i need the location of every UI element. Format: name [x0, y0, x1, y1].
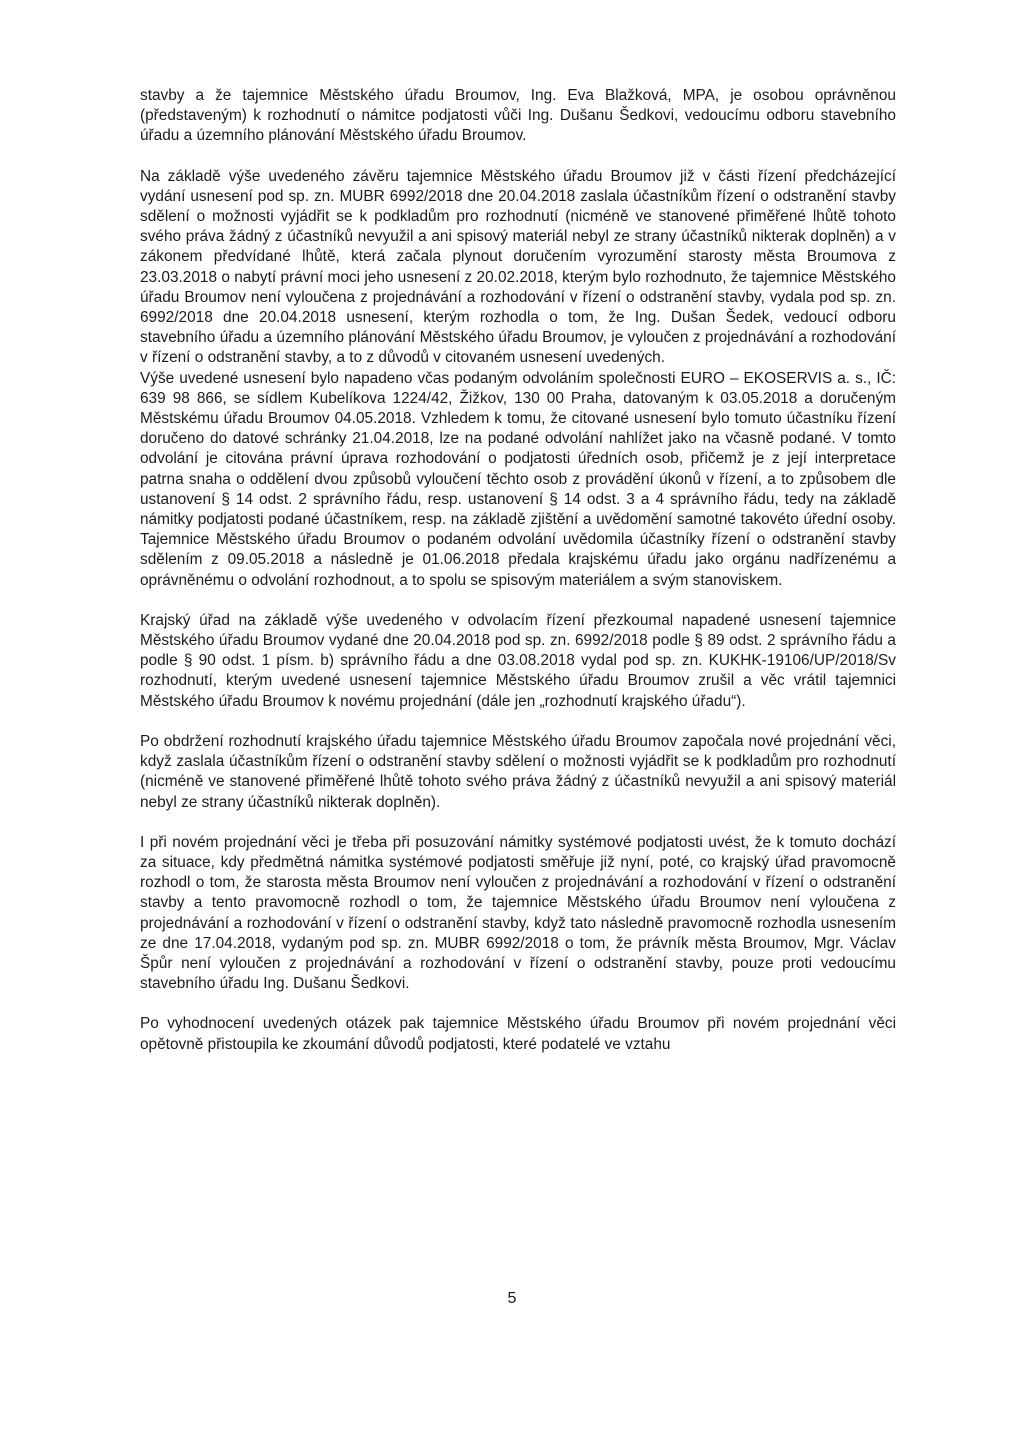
paragraph-3: Výše uvedené usnesení bylo napadeno včas podaným odvoláním společnosti EURO – EKOSERVIS a. s., IČ: 639 98 866, se sídlem Kubelíkova 1224/42, Žižkov, 130 00 Praha, datovaným k 03.05.2018 a doručeným Městskému úřadu Broumov 04.05.2018. Vzhledem k tomu, že citované usnesení bylo tomuto účastníku řízení doručeno do datové schránky 21.04.2018, lze na podané odvolání nahlížet jako na včasně podané. V tomto odvolání je citována právní úprava rozhodování o podjatosti úředních osob, přičemž je z její interpretace patrna snaha o oddělení dvou způsobů vyloučení těchto osob z provádění úkonů v řízení, a to způsobem dle ustanovení § 14 odst. 2 správního řádu, resp. ustanovení § 14 odst. 3 a 4 správního řádu, tedy na základě námitky podjatosti podané účastníkem, resp. na základě zjištění a uvědomění samotné takovéto úřední osoby. Tajemnice Městského úřadu Broumov o podaném odvolání uvědomila účastníky řízení o odstranění stavby sdělením z 09.05.2018 a následně je 01.06.2018 předala krajskému úřadu jako orgánu nadřízenému a oprávněnému o odvolání rozhodnout, a to spolu se spisovým materiálem a svým stanoviskem.: [140, 369, 896, 589]
paragraph-5: Po obdržení rozhodnutí krajského úřadu tajemnice Městského úřadu Broumov započala nové projednání věci, když zaslala účastníkům řízení o odstranění stavby sdělení o možnosti vyjádřit se k podkladům pro rozhodnutí (nicméně ve stanovené přiměřené lhůtě tohoto svého práva žádný z účastníků nevyužil a ani spisový materiál nebyl ze strany účastníků nikterak doplněn).: [140, 732, 896, 811]
paragraph-7: Po vyhodnocení uvedených otázek pak tajemnice Městského úřadu Broumov při novém projednání věci opětovně přistoupila ke zkoumání důvodů podjatosti, které podatelé ve vztahu: [140, 1015, 896, 1053]
page-number: 5: [507, 1290, 517, 1307]
paragraph-1: stavby a že tajemnice Městského úřadu Broumov, Ing. Eva Blažková, MPA, je osobou oprávněnou (představeným) k rozhodnutí o námitce podjatosti vůči Ing. Dušanu Šedkovi, vedoucímu odboru stavebního úřadu a územního plánování Městského úřadu Broumov.: [140, 87, 896, 145]
document-body: [140, 86, 896, 1055]
paragraph-2: Na základě výše uvedeného závěru tajemnice Městského úřadu Broumov již v části řízení předcházející vydání usnesení pod sp. zn. MUBR 6992/2018 dne 20.04.2018 zaslala účastníkům řízení o odstranění stavby sdělení o možnosti vyjádřit se k podkladům pro rozhodnutí (nicméně ve stanovené přiměřené lhůtě tohoto svého práva žádný z účastníků nevyužil a ani spisový materiál nebyl ze strany účastníků nikterak doplněn) a v zákonem předvídané lhůtě, která začala plynout doručením vyrozumění starosty města Broumova z 23.03.2018 o nabytí právní moci jeho usnesení z 20.02.2018, kterým bylo rozhodnuto, že tajemnice Městského úřadu Broumov není vyloučena z projednávání a rozhodování v řízení o odstranění stavby, vydala pod sp. zn. 6992/2018 dne 20.04.2018 usnesení, kterým rozhodla o tom, že Ing. Dušan Šedek, vedoucí odboru stavebního úřadu a územního plánování Městského úřadu Broumov, je vyloučen z projednávání a rozhodování v řízení o odstranění stavby, a to z důvodů v citovaném usnesení uvedených.: [140, 167, 896, 367]
paragraph-6: I při novém projednání věci je třeba při posuzování námitky systémové podjatosti uvést, že k tomuto dochází za situace, kdy předmětná námitka systémové podjatosti směřuje již nyní, poté, co krajský úřad pravomocně rozhodl o tom, že starosta města Broumov není vyloučen z projednávání a rozhodování v řízení o odstranění stavby a tento pravomocně rozhodl o tom, že tajemnice Městského úřadu Broumov není vyloučena z projednávání a rozhodování v řízení o odstranění stavby, když tato následně pravomocně rozhodla usnesením ze dne 17.04.2018, vydaným pod sp. zn. MUBR 6992/2018 o tom, že právník města Broumov, Mgr. Václav Špůr není vyloučen z projednávání a rozhodování v řízení o odstranění stavby, pouze proti vedoucímu stavebního úřadu Ing. Dušanu Šedkovi.: [140, 833, 896, 993]
paragraph-4: Krajský úřad na základě výše uvedeného v odvolacím řízení přezkoumal napadené usnesení tajemnice Městského úřadu Broumov vydané dne 20.04.2018 pod sp. zn. 6992/2018 podle § 89 odst. 2 správního řádu a podle § 90 odst. 1 písm. b) správního řádu a dne 03.08.2018 vydal pod sp. zn. KUKHK-19106/UP/2018/Sv rozhodnutí, kterým uvedené usnesení tajemnice Městského úřadu Broumov zrušil a věc vrátil tajemnici Městského úřadu Broumov k novému projednání (dále jen „rozhodnutí krajského úřadu“).: [140, 611, 896, 710]
